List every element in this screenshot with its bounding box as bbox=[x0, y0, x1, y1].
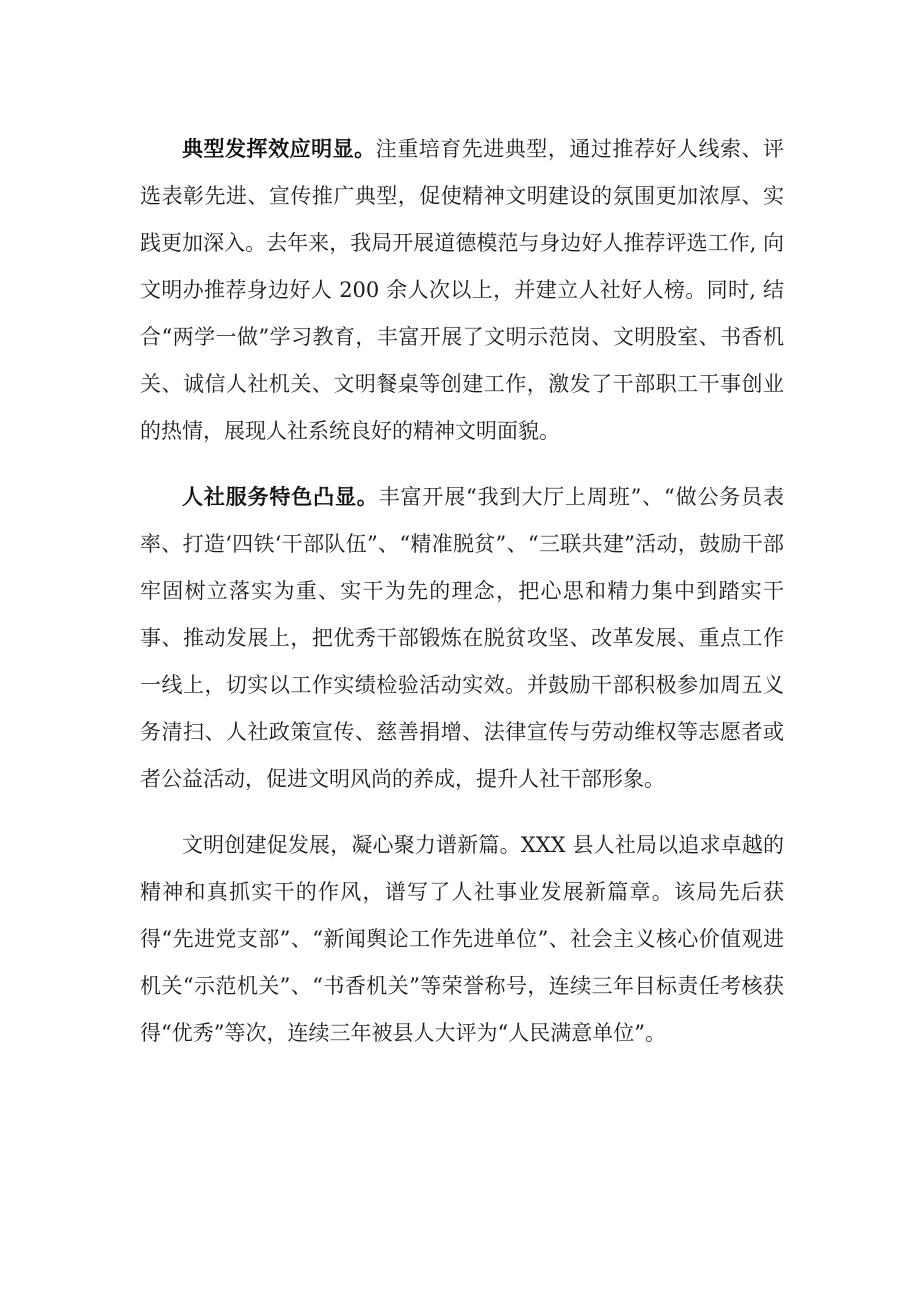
paragraph-lead-heading: 人社服务特色凸显。 bbox=[182, 485, 379, 509]
paragraph-lead-heading: 典型发挥效应明显。 bbox=[182, 137, 376, 161]
paragraph-text: 丰富开展“我到大厅上周班”、“做公务员表率、打造‘四铁‘干部队伍”、“精准脱贫”、“三联共建”活动，鼓励干部牢固树立落实为重、实干为先的理念，把心思和精力集中到踏实干事、推动发展上，把优秀干部锻炼在脱贫攻坚、改革发展、重点工作一线上，切实以工作实绩检验活动实效。并鼓励干部积极参加周五义务清扫、人社政策宣传、慈善捐增、法律宣传与劳动维权等志愿者或者公益活动，促进文明风尚的养成，提升人社干部形象。 bbox=[140, 485, 784, 791]
document-body bbox=[140, 126, 784, 1076]
paragraph-conclusion bbox=[140, 822, 784, 1057]
paragraph-text: 文明创建促发展，凝心聚力谱新篇。XXX 县人社局以追求卓越的精神和真抓实干的作风，谱写了人社事业发展新篇章。该局先后获得“先进党支部”、“新闻舆论工作先进单位”、社会主义核心价值观进机关“示范机关”、“书香机关”等荣誉称号，连续三年目标责任考核获得“优秀”等次，连续三年被县人大评为“人民满意单位”。 bbox=[140, 833, 784, 1045]
paragraph-text: 注重培育先进典型，通过推荐好人线索、评选表彰先进、宣传推广典型，促使精神文明建设的氛围更加浓厚、实践更加深入。去年来，我局开展道德模范与身边好人推荐评选工作, 向文明办推荐身边好人 200 余人次以上，并建立人社好人榜。同时, 结合“两学一做”学习教育，丰富开展了文明示范岗、文明股室、书香机关、诚信人社机关、文明餐桌等创建工作，激发了干部职工干事创业的热情，展现人社系统良好的精神文明面貌。 bbox=[140, 137, 785, 443]
paragraph-typical-models bbox=[140, 126, 784, 455]
paragraph-service-features bbox=[140, 474, 784, 803]
